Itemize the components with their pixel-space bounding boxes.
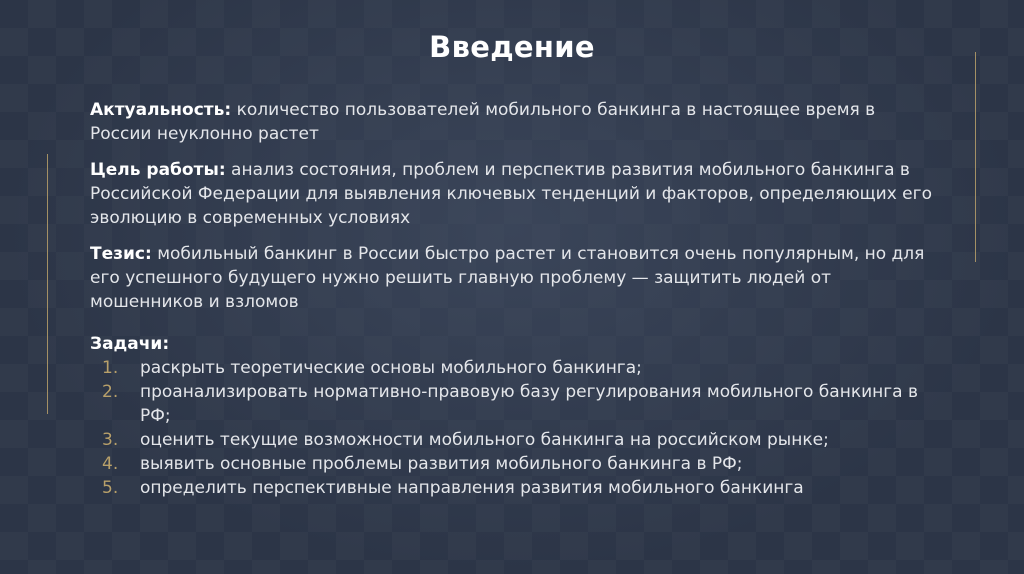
task-number: 3. bbox=[102, 430, 119, 450]
slide-content bbox=[90, 98, 940, 500]
thesis-text: мобильный банкинг в России быстро растет и становится очень популярным, но для его успешного будущего нужно решить главную проблему — защитить людей от мошенников и взломов bbox=[90, 244, 925, 312]
task-text: определить перспективные направления развития мобильного банкинга bbox=[140, 478, 804, 498]
task-text: проанализировать нормативно-правовую базу регулирования мобильного банкинга в РФ; bbox=[140, 382, 919, 426]
thesis-paragraph bbox=[90, 242, 940, 314]
task-number: 1. bbox=[102, 358, 119, 378]
tasks-list bbox=[90, 356, 940, 500]
task-number: 4. bbox=[102, 454, 119, 474]
task-text: оценить текущие возможности мобильного банкинга на российском рынке; bbox=[140, 430, 829, 450]
goal-label: Цель работы: bbox=[90, 160, 226, 180]
task-number: 5. bbox=[102, 478, 119, 498]
relevance-paragraph bbox=[90, 98, 940, 146]
task-item bbox=[90, 476, 940, 500]
left-accent-line bbox=[47, 154, 48, 414]
thesis-label: Тезис: bbox=[90, 244, 152, 264]
task-item bbox=[90, 380, 940, 428]
task-text: раскрыть теоретические основы мобильного банкинга; bbox=[140, 358, 642, 378]
task-item bbox=[90, 356, 940, 380]
task-number: 2. bbox=[102, 382, 119, 402]
goal-text: анализ состояния, проблем и перспектив развития мобильного банкинга в Российской Федерации для выявления ключевых тенденций и факторов, определяющих его эволюцию в современных условиях bbox=[90, 160, 932, 228]
task-text: выявить основные проблемы развития мобильного банкинга в РФ; bbox=[140, 454, 743, 474]
relevance-label: Актуальность: bbox=[90, 100, 232, 120]
slide-title: Введение bbox=[429, 30, 595, 64]
right-accent-line bbox=[975, 52, 976, 262]
goal-paragraph bbox=[90, 158, 940, 230]
task-item bbox=[90, 452, 940, 476]
task-item bbox=[90, 428, 940, 452]
tasks-label: Задачи: bbox=[90, 334, 170, 354]
relevance-text: количество пользователей мобильного банкинга в настоящее время в России неуклонно растет bbox=[90, 100, 876, 144]
